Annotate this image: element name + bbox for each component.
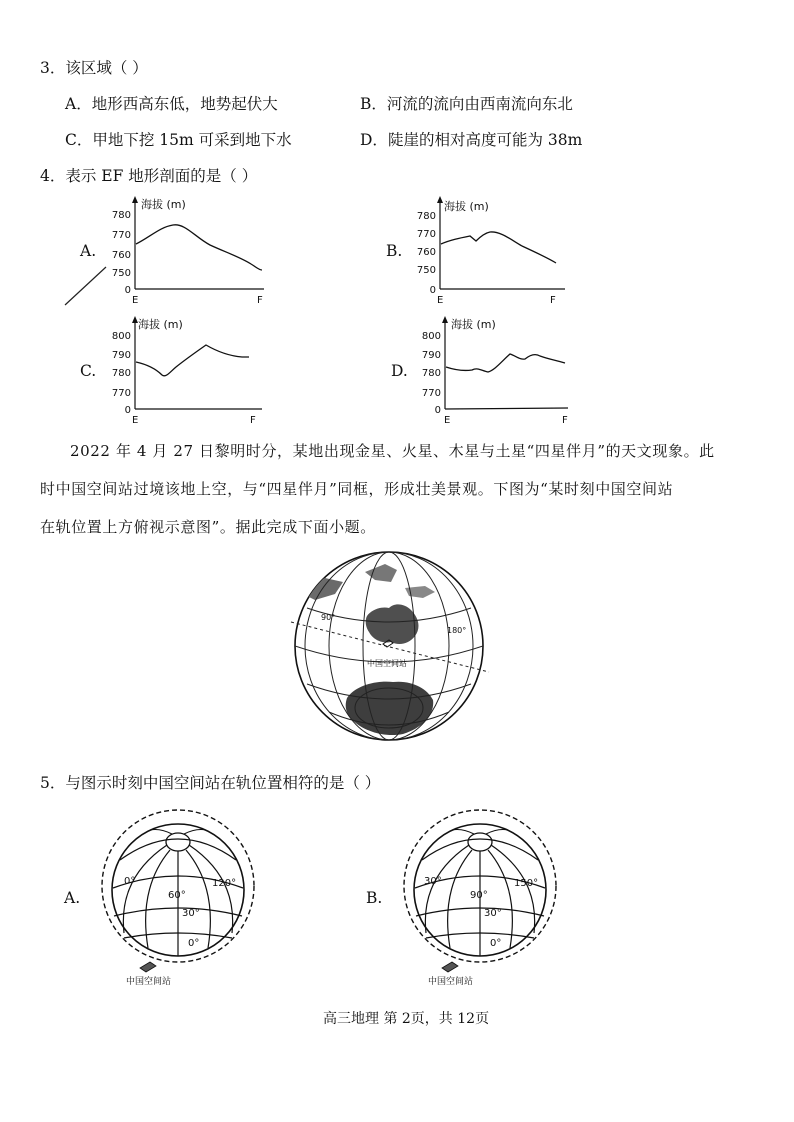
lat-label: 30° xyxy=(484,908,502,919)
stray-line xyxy=(65,267,106,305)
profile-chart-b xyxy=(400,192,575,307)
f-label: F xyxy=(250,415,256,426)
option-letter: C． xyxy=(65,131,93,149)
space-station-globe-figure xyxy=(285,548,495,748)
q5-stem: 5．与图示时刻中国空间站在轨位置相符的是（ ） xyxy=(40,774,381,792)
lon-label: 90° xyxy=(470,890,488,901)
tick-label: 770 xyxy=(421,388,441,399)
tick-label: 0 xyxy=(434,405,441,416)
option-b-globe xyxy=(402,808,567,988)
q5-option-a-letter[interactable]: A. xyxy=(64,889,81,907)
q3-option-d[interactable] xyxy=(360,128,582,150)
station-icon xyxy=(442,962,458,972)
tick-label: 750 xyxy=(111,268,131,279)
q3-stem: 3．该区域（ ） xyxy=(40,59,148,77)
lon-label-180: 180° xyxy=(447,626,467,635)
f-label: F xyxy=(257,295,263,306)
tick-label: 790 xyxy=(421,350,441,361)
tick-label: 0 xyxy=(429,285,436,296)
x-axis xyxy=(445,408,568,409)
profile-chart-c xyxy=(100,312,275,427)
tick-label: 790 xyxy=(111,350,131,361)
q4-option-d-letter[interactable]: D. xyxy=(391,362,408,380)
q5-option-b-letter[interactable]: B. xyxy=(366,889,383,907)
q4-option-b-letter[interactable]: B. xyxy=(386,242,403,260)
lon-label: 60° xyxy=(168,890,186,901)
tick-label: 0 xyxy=(124,285,131,296)
y-axis-arrow xyxy=(437,196,443,203)
e-label: E xyxy=(132,295,139,306)
page-footer: 高三地理 第 2页，共 12页 xyxy=(323,1011,490,1027)
q3-option-c[interactable] xyxy=(65,128,292,150)
y-axis-label: 海拔 (m) xyxy=(141,198,186,211)
option-a-globe xyxy=(100,808,265,988)
lon-label: 120° xyxy=(212,878,237,889)
tick-label: 750 xyxy=(416,265,436,276)
lon-label: 30° xyxy=(424,876,442,887)
tick-label: 770 xyxy=(111,388,131,399)
tick-label: 760 xyxy=(416,247,436,258)
q4-option-a-letter[interactable]: A. xyxy=(80,242,97,260)
tick-label: 770 xyxy=(111,230,131,241)
tick-label: 760 xyxy=(111,250,131,261)
y-axis-arrow xyxy=(442,316,448,323)
tick-label: 0 xyxy=(124,405,131,416)
lon-label-90: 90° xyxy=(321,613,336,622)
profile-line xyxy=(446,354,565,372)
lon-label: 150° xyxy=(514,878,539,889)
q4-option-c-letter[interactable]: C. xyxy=(80,362,97,380)
lon-label: 0° xyxy=(124,876,136,887)
f-label: F xyxy=(550,295,556,306)
station-icon xyxy=(140,962,156,972)
station-label: 中国空间站 xyxy=(428,977,474,987)
e-label: E xyxy=(437,295,444,306)
lat-label: 0° xyxy=(188,938,200,949)
tick-label: 800 xyxy=(111,331,131,342)
e-label: E xyxy=(444,415,451,426)
tick-label: 780 xyxy=(416,211,436,222)
option-text: 陡崖的相对高度可能为 38m xyxy=(387,131,583,149)
y-axis-label: 海拔 (m) xyxy=(451,318,496,331)
option-letter: A． xyxy=(65,95,92,113)
lat-label: 0° xyxy=(490,938,502,949)
option-letter: B． xyxy=(360,95,387,113)
station-label: 中国空间站 xyxy=(126,977,172,987)
tick-label: 780 xyxy=(111,368,131,379)
y-axis-label: 海拔 (m) xyxy=(138,318,183,331)
tick-label: 780 xyxy=(421,368,441,379)
profile-chart-d xyxy=(410,312,580,427)
passage-line-1: 2022 年 4 月 27 日黎明时分，某地出现金星、火星、木星与土星“四星伴月”的天文现象。此 xyxy=(70,442,715,460)
q3-option-b[interactable] xyxy=(360,92,573,114)
option-text: 河流的流向由西南流向东北 xyxy=(386,95,573,113)
y-axis-label: 海拔 (m) xyxy=(444,200,489,213)
y-axis-arrow xyxy=(132,196,138,203)
profile-line xyxy=(441,232,556,263)
station-label: 中国空间站 xyxy=(367,659,407,668)
q4-stem: 4．表示 EF 地形剖面的是（ ） xyxy=(40,167,258,185)
profile-line xyxy=(136,345,249,376)
passage-line-2: 时中国空间站过境该地上空，与“四星伴月”同框，形成壮美景观。下图为“某时刻中国空间站 xyxy=(40,480,674,498)
profile-line xyxy=(136,225,262,270)
tick-label: 780 xyxy=(111,210,131,221)
e-label: E xyxy=(132,415,139,426)
option-letter: D． xyxy=(360,131,388,149)
profile-chart-a xyxy=(60,192,280,307)
q3-option-a[interactable] xyxy=(65,92,278,114)
option-text: 甲地下挖 15m 可采到地下水 xyxy=(92,131,292,149)
passage-line-3: 在轨位置上方俯视示意图”。据此完成下面小题。 xyxy=(40,518,376,536)
f-label: F xyxy=(562,415,568,426)
option-text: 地形西高东低，地势起伏大 xyxy=(91,95,278,113)
lat-label: 30° xyxy=(182,908,200,919)
tick-label: 770 xyxy=(416,229,436,240)
tick-label: 800 xyxy=(421,331,441,342)
